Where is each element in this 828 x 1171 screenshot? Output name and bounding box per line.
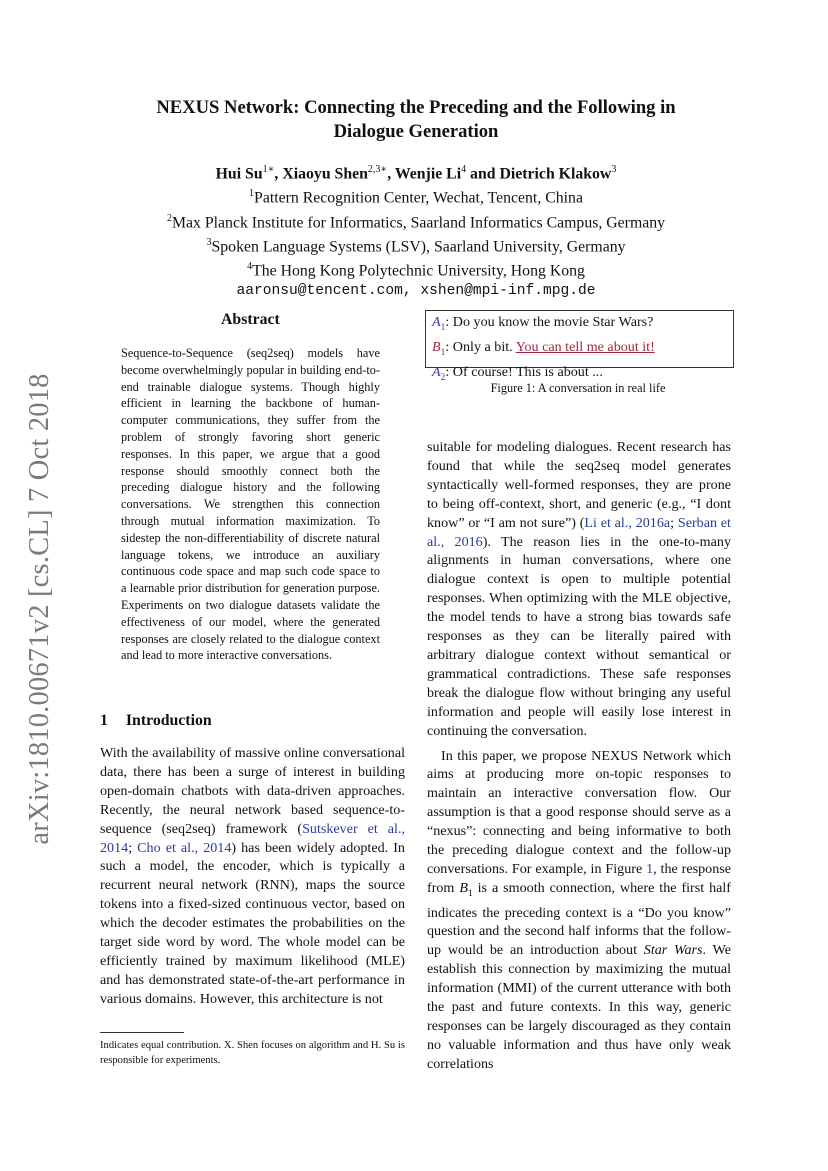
utterance-b1-text: : Only a bit.	[445, 338, 516, 355]
utterance-a1-text: : Do you know the movie Star Wars?	[445, 314, 654, 330]
speaker-b1-sub: 1	[440, 347, 446, 358]
figure-1-conversation-box	[425, 310, 734, 383]
citation-serban[interactable]: Serban et al., 2016	[427, 514, 731, 550]
utterance-a2-text: : Of course! This is about ...	[445, 363, 603, 380]
figure-1-caption: Figure 1: A conversation in real life	[490, 381, 666, 395]
speaker-b1-reference-sub: 1	[467, 888, 473, 899]
right-paragraph-1	[427, 438, 731, 741]
citation-sutskever[interactable]: Sutskever et al., 2014	[100, 820, 405, 856]
utterance-a1	[432, 313, 733, 338]
right-citation-separator: ;	[670, 514, 678, 531]
affiliation-3-text: Spoken Language Systems (LSV), Saarland University, Germany	[211, 238, 626, 256]
right-p2-text-c: is a smooth connection, where the first half indicates the preceding context is a “Do you know” question and the second half informs that the follow-up would be an introduction about	[427, 879, 732, 959]
right-p2-text-a: In this paper, we propose NEXUS Network which aims at producing more on-topic responses to maintain an interactive conversation flow. Our assumption is that a good response should serve as a “nexus”: connecting and being informative to both the preceding dialogue context and the follow-up conversations. For example, in Figure	[427, 747, 731, 877]
title-line-1: NEXUS Network: Connecting the Preceding and the Following in	[156, 97, 676, 118]
affiliation-3	[100, 233, 732, 257]
abstract-text: Sequence-to-Sequence (seq2seq) models have become overwhelmingly popular in building end-to-end trainable dialogue systems. Though highly efficient in learning the backbone of human-computer communications, they suffer from the problem of strongly favoring short generic responses. In this paper, we argue that a good response should smoothly connect both the preceding dialogue history and the following conversations. We strengthen this connection through mutual information maximization. To sidestep the non-differentiability of discrete natural language tokens, we introduce an auxiliary continuous code space and map such code space to a learnable prior distribution for generation purpose. Experiments on two dialogue datasets validate the effectiveness of our model, where the generated responses are closely related to the dialogue context and lead to more interactive conversations.	[121, 346, 380, 663]
speaker-a2-label: A	[432, 363, 441, 380]
section-number: 1	[100, 712, 108, 729]
speaker-b1-label: B	[432, 338, 441, 355]
author-2: , Xiaoyu Shen	[274, 165, 368, 183]
right-p1-text-a: suitable for modeling dialogues. Recent research has found that while the seq2seq model generates syntactically well-formed responses, they are prone to being off-context, short, and generic (e.g., “I dont know” or “I am not sure”) (	[427, 439, 731, 531]
section-title: Introduction	[125, 712, 212, 729]
arxiv-identifier: arXiv:1810.00671v2 [cs.CL] 7 Oct 2018	[24, 372, 55, 845]
speaker-a1-label: A	[432, 314, 441, 330]
affiliation-3-sup: 3	[206, 236, 212, 248]
utterance-b1	[432, 338, 733, 363]
author-4-sup: 3	[611, 164, 617, 175]
affiliation-1-sup: 1	[249, 188, 255, 200]
introduction-paragraph	[100, 744, 405, 1009]
citation-li[interactable]: Li et al., 2016a	[584, 514, 671, 531]
intro-text-a: With the availability of massive online conversational data, there has been a surge of interest in building open-domain chatbots with data-driven approaches. Recently, the neural network based sequence-to-sequence (seq2seq) framework (	[100, 745, 405, 837]
affiliation-2	[100, 209, 732, 233]
author-3-sup: 4	[461, 164, 467, 175]
section-heading-introduction	[100, 712, 212, 730]
footnote-rule	[100, 1032, 184, 1033]
figure-1-reference[interactable]: 1	[646, 860, 654, 877]
speaker-a2-sub: 2	[440, 372, 446, 383]
affiliation-2-text: Max Planck Institute for Informatics, Saarland Informatics Campus, Germany	[171, 213, 666, 231]
utterance-b1-highlight: You can tell me about it!	[515, 338, 655, 355]
author-4: and Dietrich Klakow	[466, 165, 612, 183]
right-p2-text-d: . We establish this connection by maximizing the mutual information (MMI) of the current utterance with both the past and future contexts. In this way, generic responses can be largely discouraged as they contain no valuable information and thus have only weak correlations	[427, 942, 731, 1072]
affiliation-4-sup: 4	[247, 261, 253, 273]
affiliation-4	[100, 257, 732, 281]
title-line-2: Dialogue Generation	[333, 121, 499, 142]
right-p2-text-b: , the response from	[427, 860, 731, 896]
right-column-text	[427, 438, 731, 1074]
speaker-a1-sub: 1	[440, 322, 446, 333]
affiliation-4-text: The Hong Kong Polytechnic University, Hong Kong	[252, 262, 585, 280]
speaker-b1-reference: B	[459, 879, 468, 896]
author-block	[100, 160, 732, 301]
affiliation-2-sup: 2	[166, 212, 172, 224]
citation-separator: ;	[128, 839, 138, 856]
right-paragraph-2	[427, 747, 731, 1074]
arxiv-sidebar-stamp	[21, 372, 59, 845]
author-1: Hui Su	[215, 165, 263, 183]
right-p1-text-b: ). The reason lies in the one-to-many alignments in human conversations, where one dialogue context is open to multiple potential responses. When optimizing with the MLE objective, the model tends to have a strong bias towards safe responses as they can be literally paired with arbitrary dialogue context without semantical or grammatical contradictions. These safe responses break the dialogue flow without bringing any useful information and people will easily lose interest in continuing the conversation.	[427, 533, 731, 739]
author-emails: aaronsu@tencent.com, xshen@mpi-inf.mpg.de	[236, 283, 596, 300]
affiliation-1	[100, 184, 732, 208]
footnote: Indicates equal contribution. X. Shen focuses on algorithm and H. Su is responsible for experiments.	[100, 1040, 405, 1066]
author-names	[100, 160, 732, 184]
paper-title	[100, 96, 732, 144]
author-1-sup: 1∗	[262, 164, 275, 175]
abstract-heading: Abstract	[221, 311, 280, 328]
author-3: , Wenjie Li	[387, 165, 462, 183]
affiliation-1-text: Pattern Recognition Center, Wechat, Tencent, China	[254, 189, 583, 207]
star-wars-italic: Star Wars	[643, 942, 703, 959]
author-2-sup: 2,3∗	[367, 164, 388, 175]
intro-text-b: ) has been widely adopted. In such a model, the encoder, which is typically a recurrent neural network (RNN), maps the source tokens into a fixed-sized continuous vector, based on which the decoder estimates the probabilities on the target side word by word. The whole model can be efficiently trained by maximum likelihood (MLE) and has demonstrated state-of-the-art performance in various domains. However, this architecture is not	[100, 839, 405, 1007]
citation-cho[interactable]: Cho et al., 2014	[137, 839, 232, 856]
